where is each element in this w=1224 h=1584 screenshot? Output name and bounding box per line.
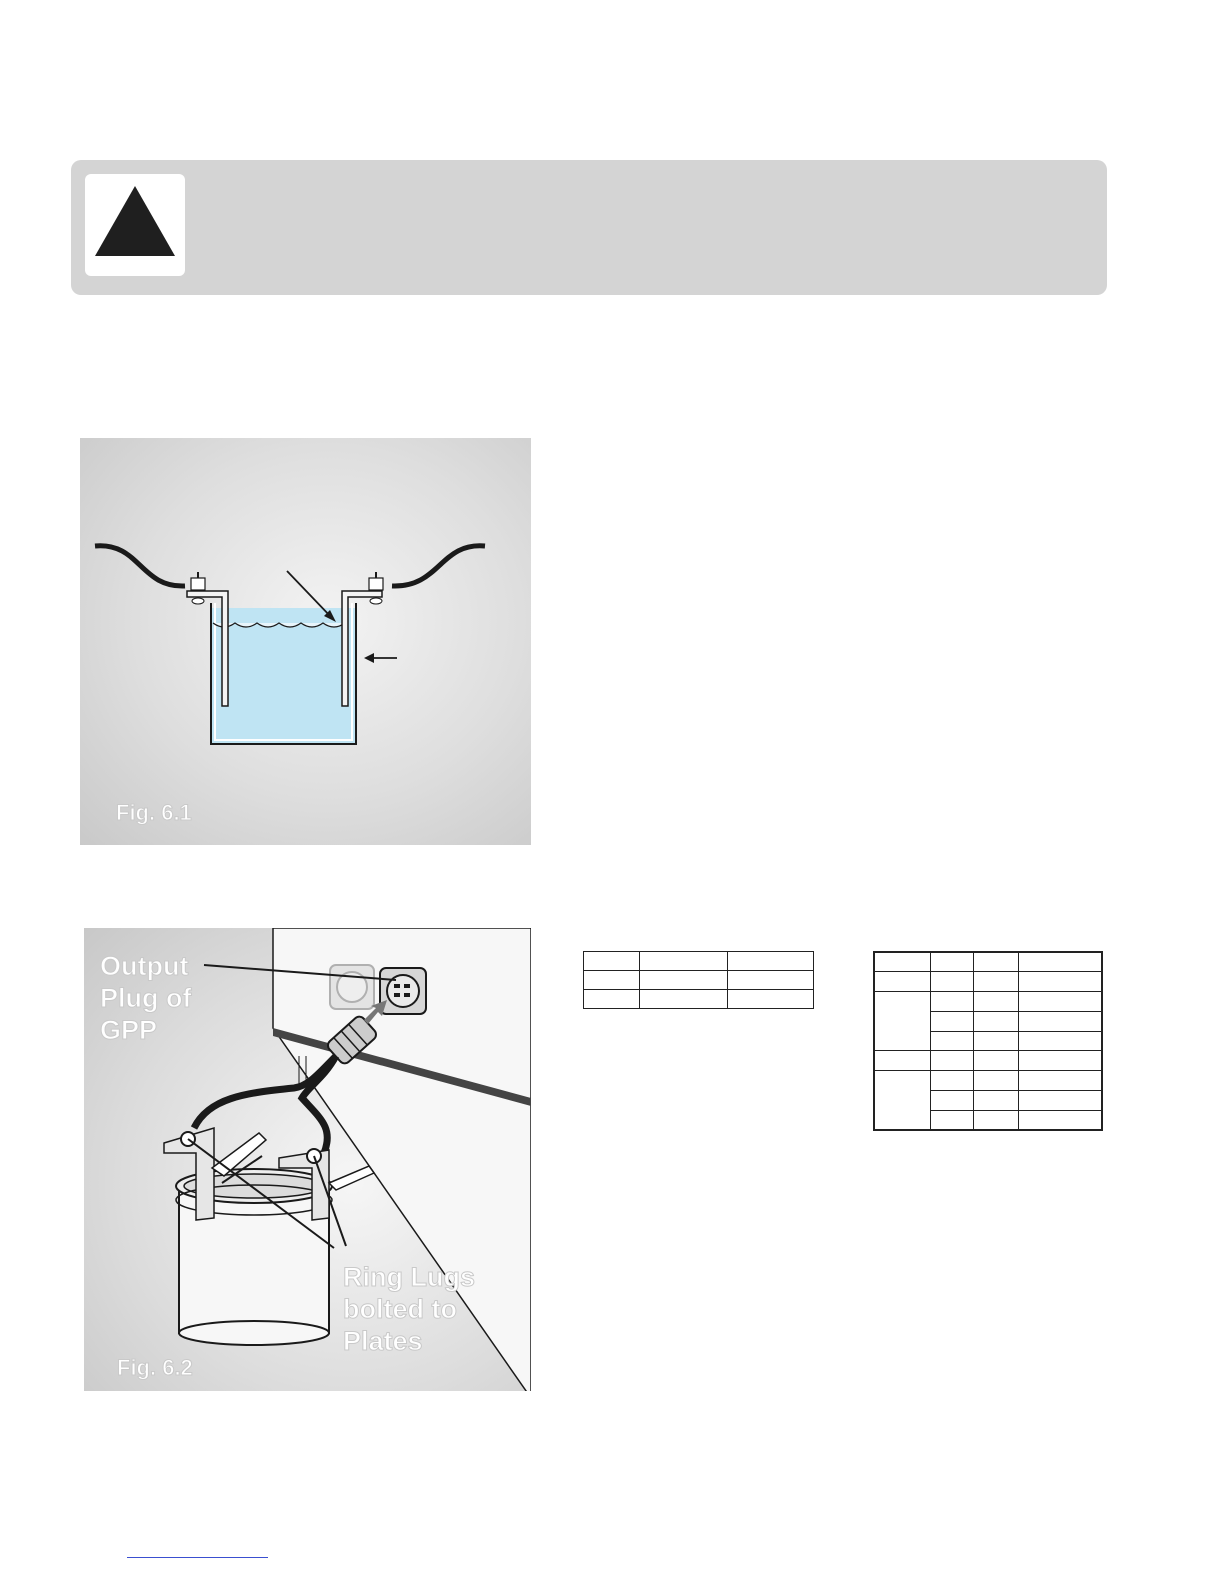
table-cell (1018, 952, 1102, 972)
warning-banner (71, 160, 1107, 295)
table-cell (930, 1091, 973, 1111)
footer-link-underline[interactable] (127, 1557, 268, 1558)
table-cell (1018, 1011, 1102, 1031)
table-row (584, 952, 814, 971)
table-cell (584, 971, 640, 990)
table-row (584, 971, 814, 990)
table-cell (874, 1051, 930, 1071)
table-cell (728, 971, 814, 990)
output-plug-callout: Output Plug of GPP (100, 951, 192, 1045)
table-cell (930, 1051, 973, 1071)
figure-6-2 (84, 928, 531, 1391)
table-row (874, 1051, 1102, 1071)
table-cell (973, 972, 1018, 992)
figure-label: Fig. 6.1 (116, 800, 192, 825)
figure-label: Fig. 6.2 (117, 1355, 193, 1380)
table-cell (728, 952, 814, 971)
warning-triangle-icon (85, 174, 185, 276)
table-cell (1018, 1031, 1102, 1051)
table-row (874, 1071, 1102, 1091)
water-container-plates-illustration (80, 438, 531, 845)
table-cell (1018, 1071, 1102, 1091)
table-cell (930, 1011, 973, 1031)
left-table (583, 951, 814, 1009)
table-cell (640, 990, 728, 1009)
table-cell (930, 1071, 973, 1091)
table-cell (1018, 1110, 1102, 1130)
table-cell (1018, 972, 1102, 992)
table-cell (973, 992, 1018, 1012)
table-cell (930, 1110, 973, 1130)
table-cell (874, 992, 930, 1051)
table-cell (973, 1031, 1018, 1051)
table-cell (973, 1051, 1018, 1071)
table-cell (930, 1031, 973, 1051)
table-row (874, 992, 1102, 1012)
table-row (584, 990, 814, 1009)
table-cell (728, 990, 814, 1009)
table-cell (973, 1011, 1018, 1031)
table-cell (973, 1110, 1018, 1130)
table-row (874, 972, 1102, 992)
figure-6-1 (80, 438, 531, 845)
table-cell (874, 1071, 930, 1130)
table-row (874, 952, 1102, 972)
table-cell (640, 952, 728, 971)
table-cell (973, 952, 1018, 972)
table-cell (930, 992, 973, 1012)
right-table (873, 951, 1103, 1131)
table-cell (930, 972, 973, 992)
table-cell (584, 952, 640, 971)
table-cell (584, 990, 640, 1009)
warning-icon-tile (85, 174, 185, 276)
table-cell (1018, 1051, 1102, 1071)
table-cell (973, 1091, 1018, 1111)
ring-lugs-callout: Ring Lugs bolted to Plates (343, 1262, 475, 1356)
table-cell (1018, 1091, 1102, 1111)
table-cell (1018, 992, 1102, 1012)
table-cell (640, 971, 728, 990)
table-cell (874, 952, 930, 972)
table-cell (874, 972, 930, 992)
table-cell (930, 952, 973, 972)
table-cell (973, 1071, 1018, 1091)
